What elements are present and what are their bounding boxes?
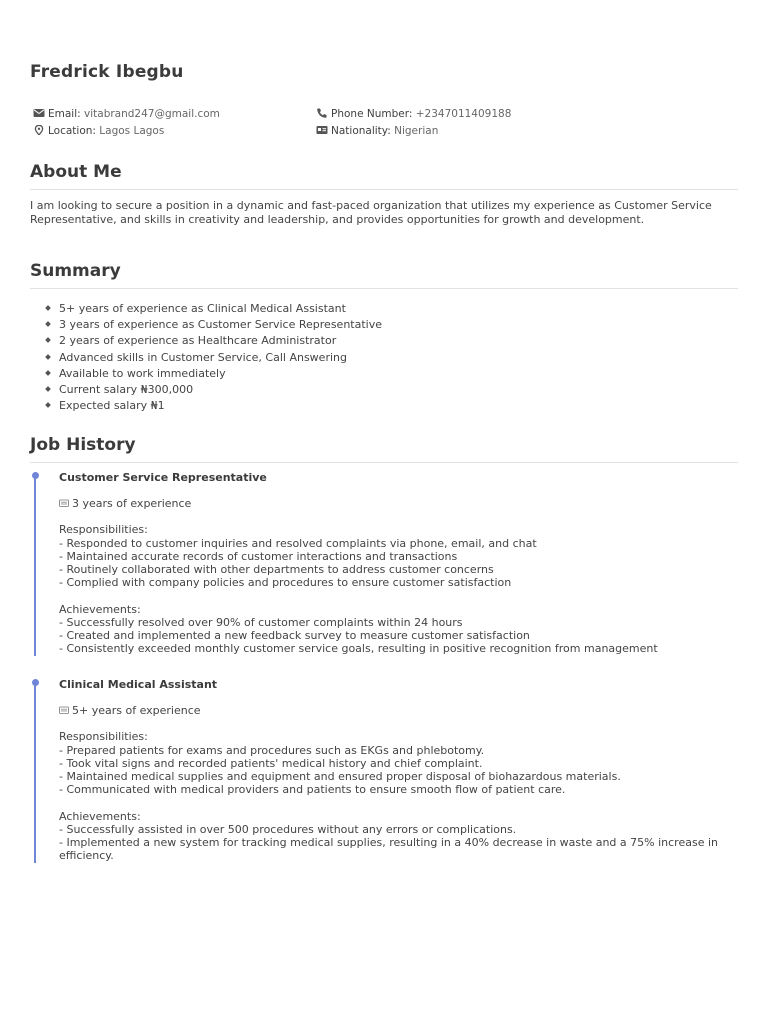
summary-item-text: Current salary ₦300,000 — [59, 383, 194, 397]
job-experience-text: 5+ years of experience — [72, 704, 201, 718]
phone-value: +2347011409188 — [415, 108, 512, 120]
diamond-bullet-icon — [45, 338, 51, 344]
responsibility-line: - Maintained medical supplies and equipment and ensured proper disposal of biohazardous materials. — [59, 770, 621, 784]
timeline-line — [34, 476, 36, 656]
nationality-value: Nigerian — [394, 125, 439, 137]
summary-item-text: Available to work immediately — [59, 366, 226, 380]
contact-email — [33, 108, 220, 120]
summary-item — [30, 350, 382, 366]
phone-label: Phone Number: — [331, 108, 413, 120]
email-value: vitabrand247@gmail.com — [84, 108, 220, 120]
job-entry — [59, 471, 749, 655]
job-achievements — [59, 810, 749, 863]
job-entry — [59, 678, 749, 862]
location-value: Lagos Lagos — [99, 125, 165, 137]
summary-item — [30, 317, 382, 333]
id-card-icon — [316, 125, 328, 135]
responsibility-line: - Took vital signs and recorded patients' medical history and chief complaint. — [59, 756, 483, 770]
summary-list — [30, 301, 382, 414]
responsibilities-label: Responsibilities: — [59, 523, 148, 537]
diamond-bullet-icon — [45, 386, 51, 392]
email-label: Email: — [48, 108, 81, 120]
responsibility-line: - Responded to customer inquiries and resolved complaints via phone, email, and chat — [59, 536, 537, 550]
summary-item — [30, 366, 382, 382]
responsibility-line: - Communicated with medical providers and patients to ensure smooth flow of patient care. — [59, 783, 566, 797]
job-experience-text: 3 years of experience — [72, 497, 192, 511]
envelope-icon — [33, 108, 45, 118]
about-divider — [30, 189, 738, 190]
summary-divider — [30, 288, 738, 289]
responsibility-line: - Complied with company policies and procedures to ensure customer satisfaction — [59, 576, 512, 590]
contact-nationality — [316, 125, 438, 137]
about-text: I am looking to secure a position in a dynamic and fast-paced organization that utilizes my experience as Customer Service Representative, and skills in creativity and leadership, and provides opportunities for growth and development. — [30, 199, 712, 226]
timeline-line — [34, 683, 36, 863]
job-responsibilities — [59, 730, 749, 796]
summary-item — [30, 301, 382, 317]
summary-heading: Summary — [30, 261, 121, 281]
achievement-line: - Consistently exceeded monthly customer service goals, resulting in positive recognition from management — [59, 642, 658, 656]
responsibility-line: - Maintained accurate records of customer interactions and transactions — [59, 549, 458, 563]
timeline-dot — [32, 679, 39, 686]
summary-item-text: 3 years of experience as Customer Service Representative — [59, 318, 382, 332]
job-history-heading: Job History — [30, 435, 136, 455]
achievement-line: - Implemented a new system for tracking medical supplies, resulting in a 40% decrease in waste and a 75% increase in efficiency. — [59, 836, 718, 863]
briefcase-icon — [59, 706, 69, 714]
achievement-line: - Successfully assisted in over 500 procedures without any errors or complications. — [59, 822, 517, 836]
summary-item — [30, 333, 382, 349]
summary-item-text: 2 years of experience as Healthcare Administrator — [59, 334, 337, 348]
job-history-divider — [30, 462, 738, 463]
location-label: Location: — [48, 125, 96, 137]
job-achievements — [59, 603, 749, 656]
summary-item-text: Expected salary ₦1 — [59, 399, 165, 413]
summary-item — [30, 382, 382, 398]
achievement-line: - Created and implemented a new feedback survey to measure customer satisfaction — [59, 629, 530, 643]
diamond-bullet-icon — [45, 402, 51, 408]
job-experience — [59, 497, 749, 510]
diamond-bullet-icon — [45, 354, 51, 360]
contact-phone — [316, 108, 511, 120]
job-responsibilities — [59, 523, 749, 589]
summary-item-text: Advanced skills in Customer Service, Call Answering — [59, 350, 347, 364]
achievements-label: Achievements: — [59, 809, 141, 823]
summary-item-text: 5+ years of experience as Clinical Medical Assistant — [59, 302, 346, 315]
phone-icon — [316, 108, 328, 118]
job-experience — [59, 704, 749, 717]
about-heading: About Me — [30, 162, 122, 182]
nationality-label: Nationality: — [331, 125, 391, 137]
briefcase-icon — [59, 499, 69, 507]
diamond-bullet-icon — [45, 305, 51, 311]
candidate-name: Fredrick Ibegbu — [30, 62, 184, 82]
responsibility-line: - Routinely collaborated with other departments to address customer concerns — [59, 563, 494, 577]
timeline-dot — [32, 472, 39, 479]
summary-item — [30, 398, 382, 414]
contact-location — [33, 125, 164, 137]
diamond-bullet-icon — [45, 370, 51, 376]
achievement-line: - Successfully resolved over 90% of customer complaints within 24 hours — [59, 615, 463, 629]
diamond-bullet-icon — [45, 321, 51, 327]
achievements-label: Achievements: — [59, 602, 141, 616]
responsibilities-label: Responsibilities: — [59, 730, 148, 744]
responsibility-line: - Prepared patients for exams and procedures such as EKGs and phlebotomy. — [59, 743, 485, 757]
location-pin-icon — [33, 125, 45, 135]
job-title: Clinical Medical Assistant — [59, 678, 218, 691]
job-title: Customer Service Representative — [59, 471, 267, 484]
